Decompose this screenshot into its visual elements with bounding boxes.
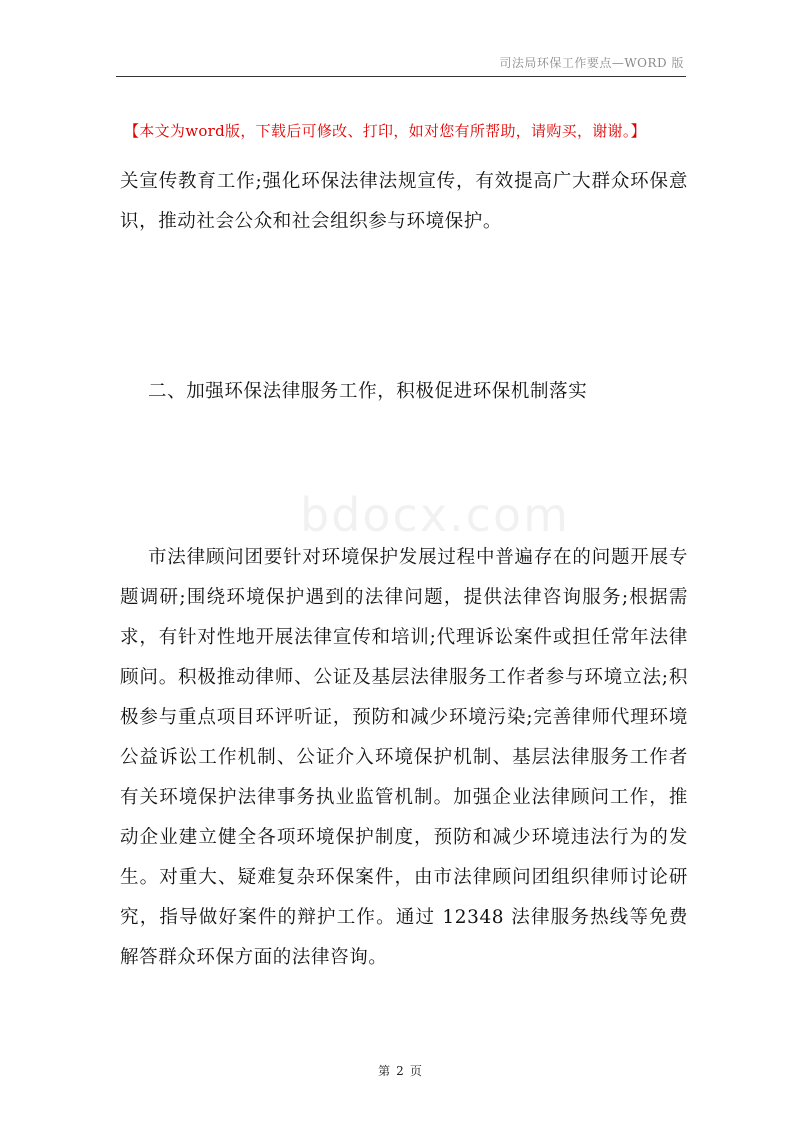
page-footer bbox=[0, 1062, 800, 1079]
running-header: 司法局环保工作要点—WORD 版 bbox=[499, 56, 684, 70]
paragraph-continued: 关宣传教育工作;强化环保法律法规宣传，有效提高广大群众环保意识，推动社会公众和社会组织参与环境保护。 bbox=[120, 171, 688, 232]
header-divider bbox=[116, 76, 686, 77]
page-number: 2 bbox=[396, 1064, 404, 1078]
page-suffix: 页 bbox=[409, 1064, 422, 1078]
page-prefix: 第 bbox=[378, 1064, 391, 1078]
watermark: bdocx.com bbox=[300, 488, 570, 542]
section-heading: 二、加强环保法律服务工作，积极促进环保机制落实 bbox=[148, 381, 588, 402]
paragraph-body: 市法律顾问团要针对环境保护发展过程中普遍存在的问题开展专题调研;围绕环境保护遇到的法律问题，提供法律咨询服务;根据需求，有针对性地开展法律宣传和培训;代理诉讼案件或担任常年法律顾问。积极推动律师、公证及基层法律服务工作者参与环境立法;积极参与重点项目环评听证，预防和减少环境污染;完善律师代理环境公益诉讼工作机制、公证介入环境保护机制、基层法律服务工作者有关环境保护法律事务执业监管机制。加强企业法律顾问工作，推动企业建立健全各项环境保护制度，预防和减少环境违法行为的发生。对重大、疑难复杂环保案件，由市法律顾问团组织律师讨论研究，指导做好案件的辩护工作。通过 12348 法律服务热线等免费解答群众环保方面的法律咨询。 bbox=[120, 547, 688, 968]
purchase-notice: 【本文为word版，下载后可修改、打印，如对您有所帮助，请购买，谢谢。】 bbox=[124, 122, 646, 140]
